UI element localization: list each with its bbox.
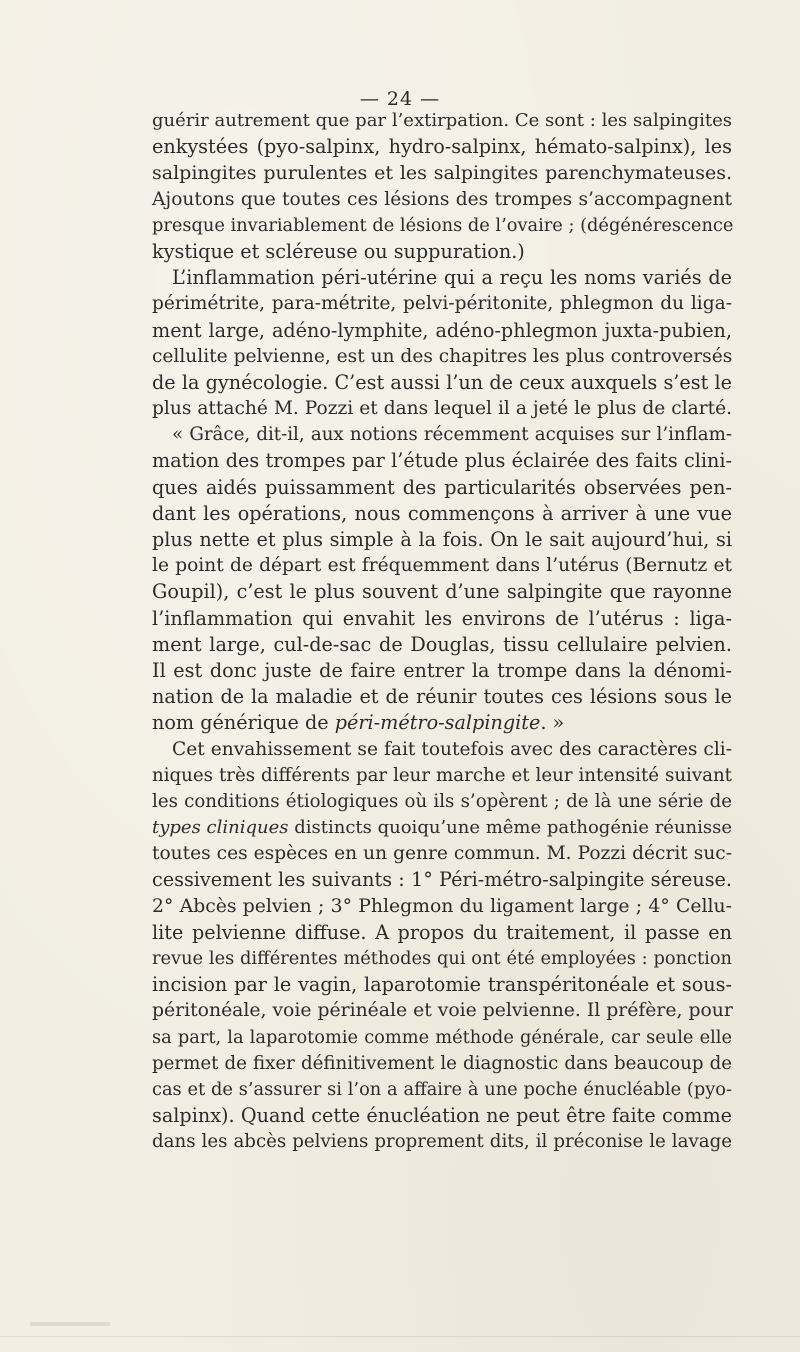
page-number: — 24 — (359, 88, 441, 110)
text-line: enkystées (pyo-salpinx, hydro-salpinx, hémato-salpinx), les (152, 135, 732, 159)
text-line: de la gynécologie. C’est aussi l’un de ceux auxquels s’est le (152, 370, 732, 394)
text-line: 2° Abcès pelvien ; 3° Phlegmon du ligament large ; 4° Cellu- (152, 895, 732, 917)
text-line: cas et de s’assurer si l’on a affaire à une poche énucléable (pyo- (152, 1078, 732, 1100)
text-line: sa part, la laparotomie comme méthode générale, car seule elle (152, 1026, 732, 1048)
text-line: ment large, adéno-lymphite, adéno-phlegmon juxta-pubien, (152, 318, 732, 342)
text-line: les conditions étiologiques où ils s’opèrent ; de là une série de (152, 790, 732, 812)
text-line: ment large, cul-de-sac de Douglas, tissu cellulaire pelvien. (152, 632, 732, 656)
paper-smudge (30, 1322, 110, 1326)
text-line: permet de fixer définitivement le diagnostic dans beaucoup de (152, 1052, 732, 1074)
text-line: Il est donc juste de faire entrer la trompe dans la dénomi- (152, 658, 732, 682)
text-run: nom générique de (152, 711, 329, 735)
text-line: dans les abcès pelviens proprement dits, il préconise le lavage (152, 1131, 732, 1153)
text-run: distincts quoiqu’une même pathogénie réunisse (294, 817, 733, 839)
text-line: Goupil), c’est le plus souvent d’une salpingite que rayonne (152, 580, 732, 604)
text-line: kystique et scléreuse ou suppuration.) (152, 239, 525, 263)
text-line-mixed (152, 815, 732, 841)
text-line: toutes ces espèces en un genre commun. M. Pozzi décrit suc- (152, 843, 732, 865)
text-line: salpinx). Quand cette énucléation ne peut être faite comme (152, 1104, 732, 1128)
text-line: l’inflammation qui envahit les environs de l’utérus : liga- (152, 606, 732, 630)
text-line: Cet envahissement se fait toutefois avec des caractères cli- (172, 738, 732, 760)
text-line: plus attaché M. Pozzi et dans lequel il a jeté le plus de clarté. (152, 398, 732, 420)
text-line: le point de départ est fréquemment dans l’utérus (Bernutz et (152, 555, 732, 577)
text-line: périmétrite, para-métrite, pelvi-péritonite, phlegmon du liga- (152, 293, 732, 315)
text-line: guérir autrement que par l’extirpation. Ce sont : les salpingites (152, 110, 732, 131)
italic-term: péri-métro-salpingite (334, 711, 541, 735)
text-run: . » (540, 711, 565, 735)
text-line: plus nette et plus simple à la fois. On le sait aujourd’hui, si (152, 528, 732, 551)
text-line: Ajoutons que toutes ces lésions des trompes s’accompagnent (152, 188, 732, 210)
text-line-mixed (152, 710, 732, 736)
text-line: niques très différents par leur marche et leur intensité suivant (152, 764, 732, 786)
text-line: incision par le vagin, laparotomie transpéritonéale et sous- (152, 973, 732, 997)
text-line: L’inflammation péri-utérine qui a reçu les noms variés de (172, 266, 732, 290)
text-line: presque invariablement de lésions de l’ovaire ; (dégénérescence (152, 214, 734, 236)
body-text (152, 108, 732, 1156)
text-line: revue les différentes méthodes qui ont été employées : ponction (152, 948, 732, 969)
text-line: cellulite pelvienne, est un des chapitres les plus controversés (152, 345, 733, 367)
text-line: péritonéale, voie périnéale et voie pelvienne. Il préfère, pour (152, 1000, 733, 1022)
text-line: lite pelvienne diffuse. A propos du traitement, il passe en (152, 920, 732, 944)
text-line: mation des trompes par l’étude plus éclairée des faits clini- (152, 449, 732, 473)
text-line: salpingites purulentes et les salpingites parenchymateuses. (152, 162, 732, 185)
paper-edge (0, 1336, 800, 1337)
text-line: nation de la maladie et de réunir toutes ces lésions sous le (152, 685, 732, 709)
text-line: cessivement les suivants : 1° Péri-métro-salpingite séreuse. (152, 868, 732, 892)
italic-term: types cliniques (152, 817, 289, 839)
text-line: « Grâce, dit-il, aux notions récemment acquises sur l’inflam- (172, 424, 732, 446)
text-line: ques aidés puissamment des particularités observées pen- (152, 475, 732, 499)
text-line: dant les opérations, nous commençons à arriver à une vue (152, 501, 732, 525)
